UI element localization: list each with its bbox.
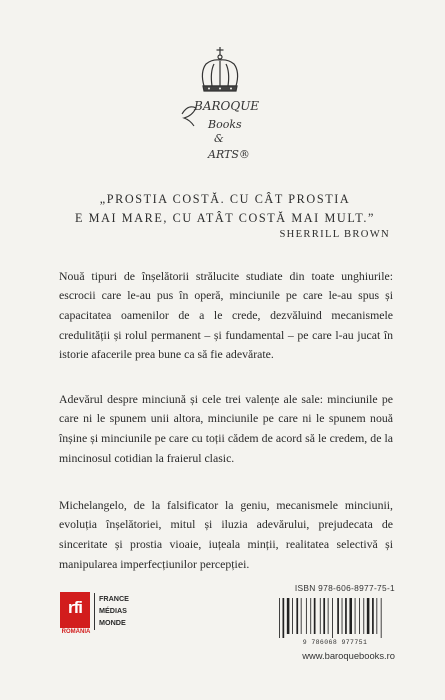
- crown-icon: [160, 44, 280, 164]
- barcode-bar: [314, 598, 316, 634]
- blurb-paragraph-3: Michelangelo, de la falsificator la geniu, mecanismele minciunii, evoluția înșelătoriei, mitul și iluzia adevărului, prejudecata de sinceritate și prostia vioaie, iuțeala minții, realitatea selectivă și manipularea imperfecțiunilor percepției.: [59, 497, 393, 571]
- barcode-bar: [345, 598, 347, 634]
- quote-line-1: „PROSTIA COSTĂ. CU CÂT PROSTIA: [99, 192, 351, 206]
- barcode-bar: [310, 598, 311, 634]
- fmm-line-1: FRANCE: [99, 594, 129, 603]
- barcode-bar: [376, 598, 377, 634]
- barcode-bar: [355, 598, 356, 634]
- barcode-bar: [372, 598, 374, 634]
- barcode-bar: [337, 598, 339, 634]
- svg-text:BAROQUE: BAROQUE: [194, 99, 260, 113]
- quote-author: SHERRILL BROWN: [279, 229, 390, 240]
- svg-text:&: &: [214, 132, 224, 145]
- barcode-bar: [287, 598, 290, 634]
- barcode-bar: [296, 598, 298, 634]
- rfi-country: ROMÂNIA: [61, 629, 91, 635]
- france-medias-monde-logo: [94, 593, 133, 630]
- rfi-letters: rfi: [68, 598, 82, 617]
- barcode-bar: [363, 598, 364, 634]
- barcode-bar: [306, 598, 307, 634]
- barcode-bar: [349, 598, 352, 634]
- publisher-logo: [160, 44, 280, 164]
- epigraph-quote: [60, 190, 390, 228]
- publisher-website: www.baroquebooks.ro: [302, 650, 395, 661]
- quote-line-2: E MAI MARE, CU ATÂT COSTĂ MAI MULT.”: [74, 211, 376, 225]
- barcode-bar: [332, 598, 333, 638]
- barcode-bar: [359, 598, 360, 634]
- barcode-bar: [292, 598, 293, 634]
- rfi-red-box: [60, 592, 90, 628]
- barcode-bar: [301, 598, 302, 634]
- svg-text:ARTS®: ARTS®: [208, 148, 250, 161]
- barcode-bar: [367, 598, 370, 634]
- barcode-bar: [328, 598, 329, 634]
- fmm-line-3: MONDE: [99, 618, 126, 627]
- barcode-bar: [279, 598, 280, 638]
- barcode-bar: [342, 598, 343, 634]
- barcode-bar: [323, 598, 325, 634]
- blurb-paragraph-2: Adevărul despre minciună și cele trei valențe ale sale: minciunile pe care ni le spunem unii altora, minciunile pe care ni le spunem nouă înșine și minciunile pe care cu toții cădem de acord să le credem, de la mincinosul cotidian la fraierul clasic.: [59, 391, 393, 465]
- barcode-digits: 9 786068 977751: [302, 639, 368, 646]
- barcode-bar: [320, 598, 321, 634]
- svg-text:Books: Books: [208, 118, 242, 131]
- barcode-bar: [283, 598, 285, 638]
- fmm-line-2: MÉDIAS: [99, 606, 127, 615]
- barcode-bar: [381, 598, 382, 638]
- blurb-paragraph-1: Nouă tipuri de înșelătorii strălucite studiate din toate unghiurile: escrocii care le-au pus în operă, minciunile pe care le-au spus și capacitatea oamenilor de a le crede, dezvăluind mecanismele credulității și rolul permanent – și fundamental – pe care l-au jucat în istorie afacerile prea bune ca să fie adevărate.: [59, 268, 393, 362]
- isbn-label: ISBN 978-606-8977-75-1: [294, 583, 395, 593]
